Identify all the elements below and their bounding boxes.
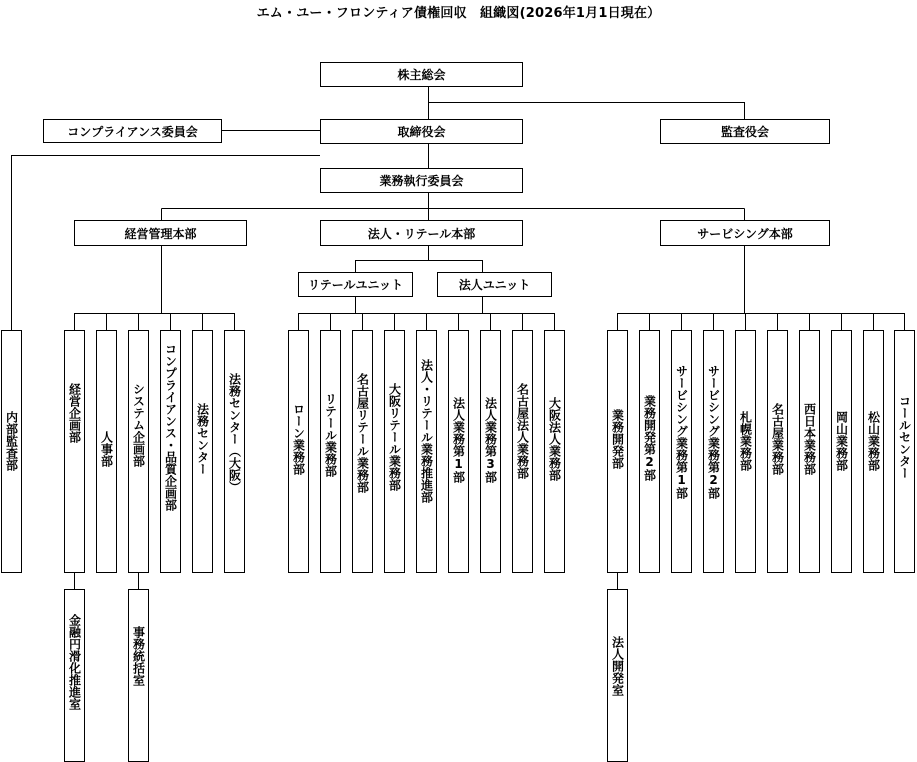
dept-box <box>160 330 181 573</box>
dept-label: コールセンター <box>897 395 912 479</box>
management-division-box <box>74 220 247 246</box>
servicing-division-box <box>660 220 830 246</box>
dept-label: 岡山業務部 <box>834 411 849 471</box>
dept-box <box>703 330 724 573</box>
shareholders-meeting-label: 株主総会 <box>397 68 446 82</box>
dept-box <box>512 330 533 573</box>
dept-box <box>128 330 149 573</box>
dept-label: 法務センター（大阪） <box>227 373 242 493</box>
corporate-retail-division-box <box>320 220 523 246</box>
retail-unit-label: リテールユニット <box>307 278 404 292</box>
executive-committee-label: 業務執行委員会 <box>379 174 464 188</box>
dept-label: 法人業務第1部 <box>451 397 466 483</box>
dept-box <box>671 330 692 573</box>
sub-office-label: 法人開発室 <box>610 636 625 696</box>
corporate-unit-box <box>437 272 552 297</box>
sub-office-box <box>128 589 149 762</box>
dept-label: 名古屋リテール業務部 <box>355 373 370 493</box>
shareholders-meeting-box <box>320 62 523 87</box>
dept-label: 大阪リテール業務部 <box>387 383 402 491</box>
dept-box <box>288 330 309 573</box>
dept-box <box>735 330 756 573</box>
dept-box <box>544 330 565 573</box>
executive-committee-box <box>320 168 523 193</box>
dept-box <box>352 330 373 573</box>
dept-label: 法人・リテール業務推進部 <box>419 359 434 503</box>
page-title: エム・ユー・フロンティア債権回収 組織図(2026年1月1日現在） <box>256 6 661 21</box>
dept-box <box>863 330 884 573</box>
dept-box <box>894 330 915 573</box>
dept-label: 業務開発部 <box>610 409 625 469</box>
dept-label: 名古屋法人業務部 <box>515 383 530 479</box>
auditors-label: 監査役会 <box>720 125 769 139</box>
dept-box <box>831 330 852 573</box>
dept-box <box>224 330 245 573</box>
corporate-retail-division-label: 法人・リテール本部 <box>367 226 476 241</box>
auditors-box <box>660 119 830 144</box>
board-box <box>320 119 523 144</box>
dept-label: サービシング業務第2部 <box>706 365 721 499</box>
sub-office-box <box>64 589 85 762</box>
dept-label: コンプライアンス・品質企画部 <box>163 343 178 511</box>
sub-office-label: 事務統括室 <box>131 626 146 686</box>
retail-unit-box <box>298 272 413 297</box>
dept-box <box>607 330 628 573</box>
corporate-unit-label: 法人ユニット <box>458 278 531 292</box>
internal-audit-box <box>1 330 22 573</box>
dept-label: システム企画部 <box>131 383 146 467</box>
dept-box <box>639 330 660 573</box>
dept-label: サービシング業務第1部 <box>674 365 689 499</box>
dept-box <box>799 330 820 573</box>
dept-box <box>96 330 117 573</box>
board-label: 取締役会 <box>397 125 446 139</box>
dept-label: 業務開発第2部 <box>642 395 657 481</box>
dept-label: ローン業務部 <box>291 403 306 475</box>
dept-label: 西日本業務部 <box>802 403 817 475</box>
internal-audit-label: 内部監査部 <box>4 411 19 471</box>
dept-box <box>64 330 85 573</box>
dept-box <box>192 330 213 573</box>
dept-box <box>448 330 469 573</box>
compliance-committee-box <box>43 119 222 143</box>
dept-box <box>416 330 437 573</box>
dept-label: 経営企画部 <box>67 383 82 443</box>
sub-office-label: 金融円滑化推進室 <box>67 614 82 710</box>
dept-label: リテール業務部 <box>323 393 338 477</box>
dept-box <box>320 330 341 573</box>
dept-box <box>480 330 501 573</box>
dept-label: 法人業務第3部 <box>483 397 498 483</box>
dept-label: 大阪法人業務部 <box>547 397 562 481</box>
dept-box <box>767 330 788 573</box>
management-division-label: 経営管理本部 <box>124 226 197 241</box>
dept-label: 法務センター <box>195 403 210 475</box>
servicing-division-label: サービシング本部 <box>697 226 793 241</box>
compliance-committee-label: コンプライアンス委員会 <box>67 124 198 139</box>
dept-label: 松山業務部 <box>866 411 881 471</box>
dept-label: 札幌業務部 <box>738 411 753 471</box>
dept-label: 名古屋業務部 <box>770 403 785 475</box>
dept-label: 人事部 <box>99 431 114 467</box>
dept-box <box>384 330 405 573</box>
sub-office-box <box>607 589 628 762</box>
